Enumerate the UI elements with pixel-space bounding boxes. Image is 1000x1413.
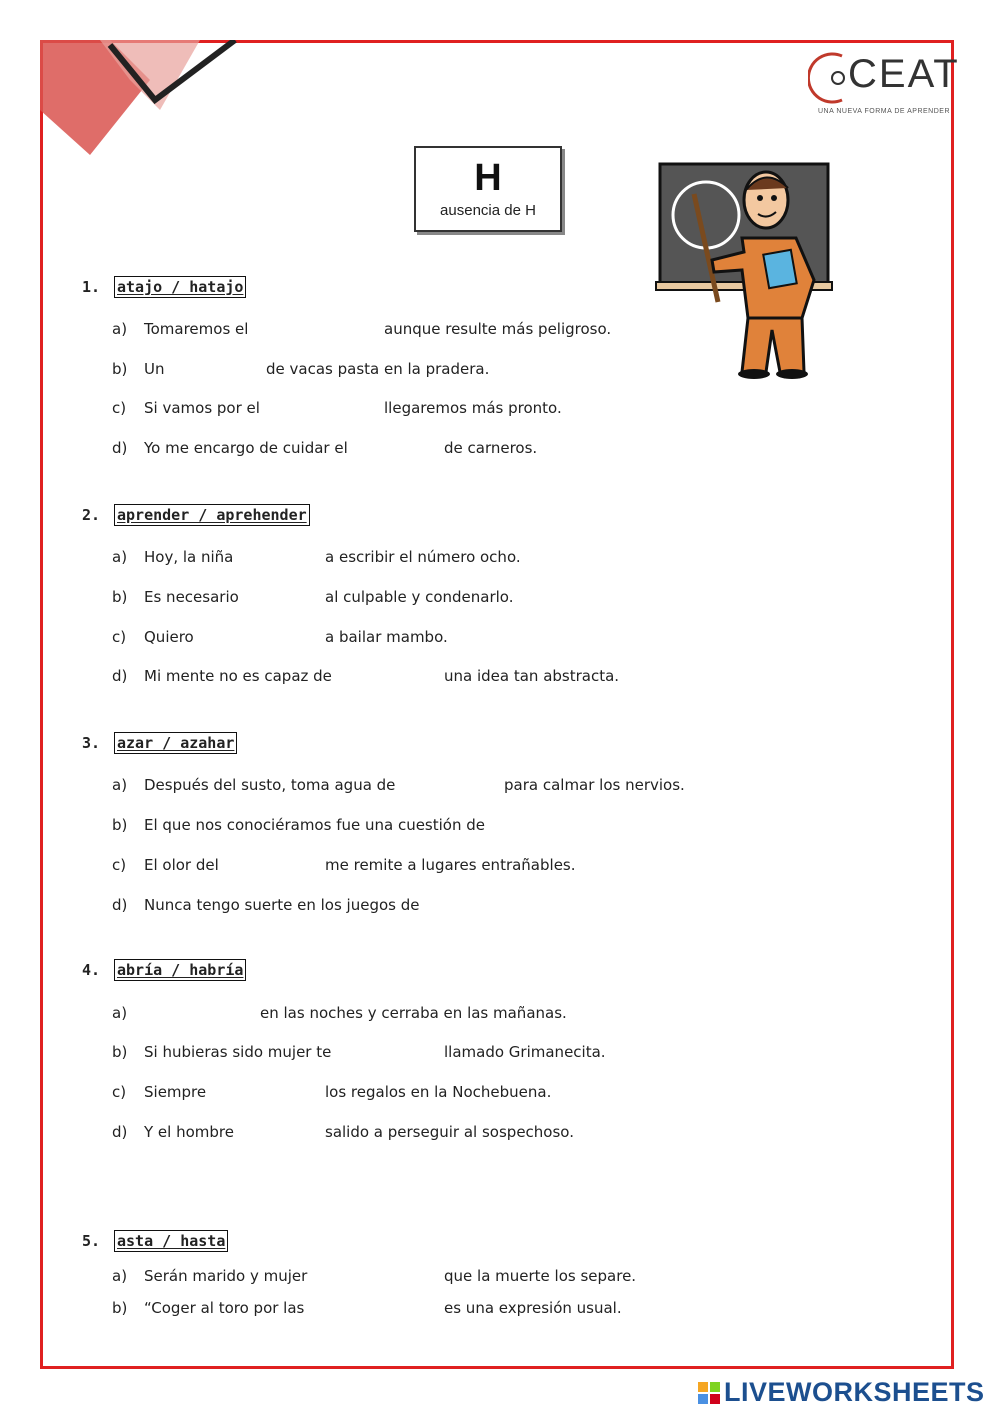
section-number: 3. (82, 734, 101, 752)
section-title: atajo / hatajo (114, 276, 246, 298)
section-title: abría / habría (114, 959, 246, 981)
section-title: asta / hasta (114, 1230, 228, 1252)
title-letter: H (474, 157, 502, 199)
teacher-illustration (654, 160, 834, 380)
logo-tagline: UNA NUEVA FORMA DE APRENDER (818, 108, 951, 115)
section-number: 2. (82, 506, 101, 524)
section-title: aprender / aprehender (114, 504, 310, 526)
section-number: 1. (82, 278, 101, 296)
ceat-logo (808, 48, 958, 123)
title-box (414, 146, 562, 232)
liveworksheets-watermark: LIVEWORKSHEETS (724, 1377, 985, 1407)
corner-decoration (40, 40, 260, 170)
section-1-heading (82, 276, 246, 298)
section-2-heading (82, 504, 310, 526)
title-subtitle: ausencia de H (440, 202, 536, 219)
section-number: 4. (82, 961, 101, 979)
section-4-heading (82, 959, 246, 981)
section-number: 5. (82, 1232, 101, 1250)
section-5-heading (82, 1230, 228, 1252)
liveworksheets-logo-icon (698, 1382, 720, 1404)
section-title: azar / azahar (114, 732, 237, 754)
logo-name: CEAT (848, 52, 960, 96)
section-3-heading (82, 732, 237, 754)
